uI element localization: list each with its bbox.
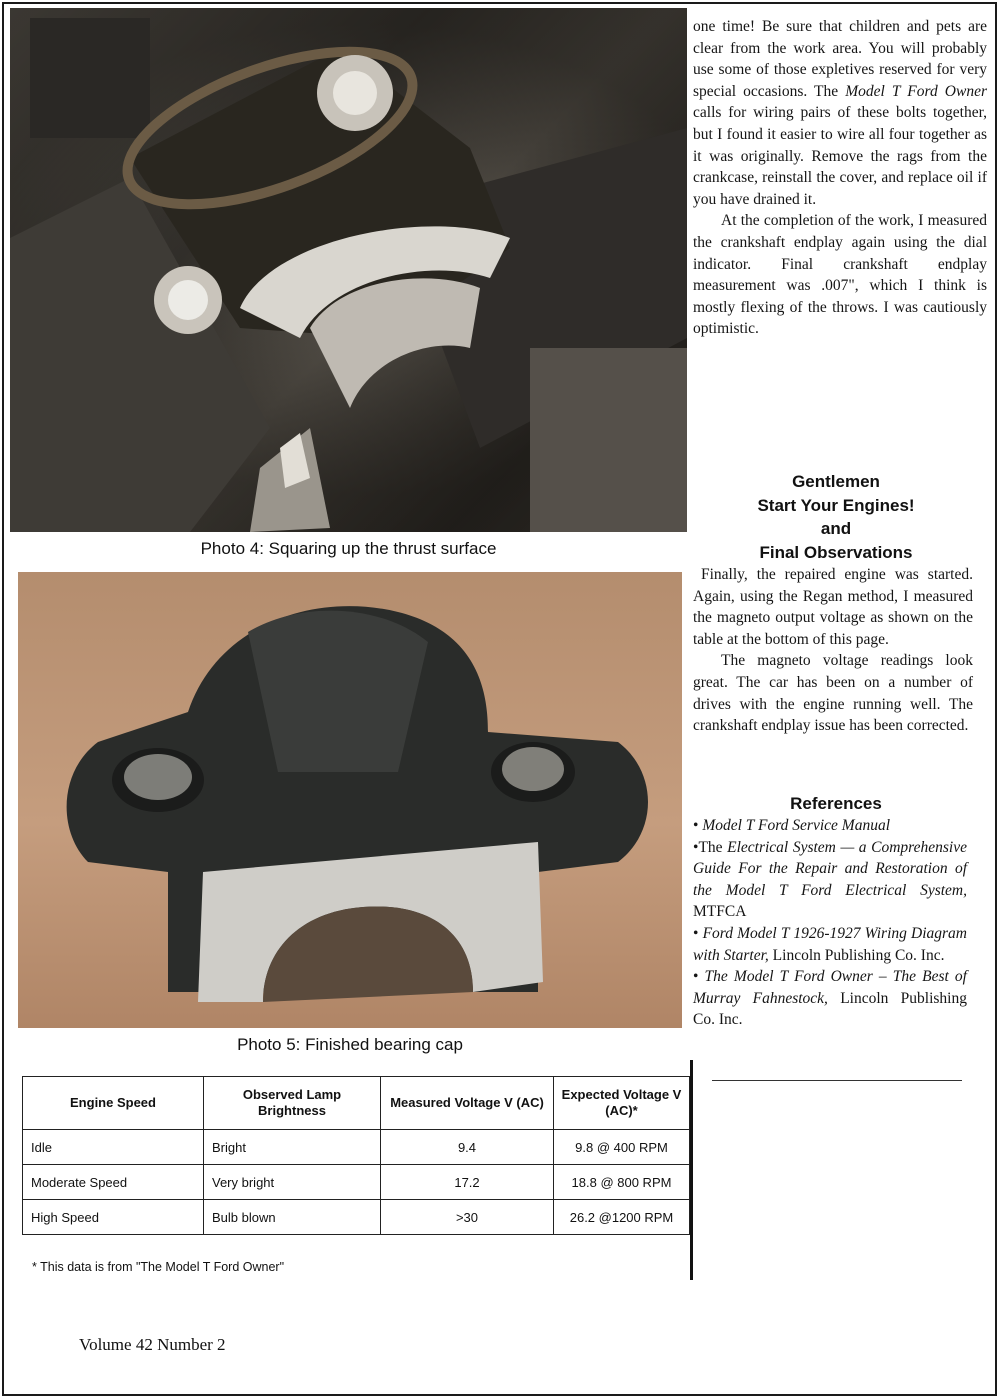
heading-references: References: [790, 794, 882, 813]
paragraph-readings: The magneto voltage readings look great. The car has been on a number of drives with the engine running well. The crankshaft endplay issue has been corrected.: [693, 652, 973, 735]
article-text-observations: [693, 564, 973, 737]
divider-rule: [712, 1080, 962, 1081]
volume-number: Volume 42 Number 2: [79, 1335, 226, 1354]
paragraph-safety: one time! Be sure that children and pets are clear from the work area. You will probably use some of those expletives reserved for very special occasions. The Model T Ford Owner calls for wiring pairs of these bolts together, but I found it easier to wire all four together as it was originally. Remove the rags from the crankcase, reinstall the cover, and replace oil if you have drained it.: [693, 18, 987, 208]
crankshaft-lathe-photo-icon: [10, 8, 687, 532]
table-footnote: * This data is from "The Model T Ford Owner": [32, 1260, 285, 1274]
cell-measured-voltage: 9.4: [381, 1130, 554, 1165]
reference-item: •The Electrical System — a Comprehensive Guide For the Repair and Restoration of the Model T Ford Electrical System, MTFCA: [693, 838, 967, 921]
bearing-cap-photo-icon: [18, 572, 682, 1028]
table-row: [23, 1165, 690, 1200]
divider-vertical: [690, 1060, 693, 1280]
header-expected-voltage: Expected Voltage V (AC)*: [554, 1077, 690, 1130]
cell-lamp-brightness: Bulb blown: [204, 1200, 381, 1235]
photo-squaring-thrust-surface: [10, 8, 687, 532]
photo-4-caption: Photo 4: Squaring up the thrust surface: [200, 539, 497, 558]
photo-finished-bearing-cap: [18, 572, 682, 1028]
cell-expected-voltage: 9.8 @ 400 RPM: [554, 1130, 690, 1165]
reference-item: • Model T Ford Service Manual: [693, 817, 891, 834]
cell-measured-voltage: 17.2: [381, 1165, 554, 1200]
heading-final-observations: Gentlemen Start Your Engines! and Final Observations: [757, 472, 915, 562]
table-row: [23, 1200, 690, 1235]
paragraph-endplay: At the completion of the work, I measured the crankshaft endplay again using the dial indicator. Final crankshaft endplay measurement was .007", which I think is mostly flexing of the throws. I was cautiously optimistic.: [693, 212, 987, 338]
magneto-voltage-table: [22, 1076, 690, 1235]
cell-lamp-brightness: Very bright: [204, 1165, 381, 1200]
cell-expected-voltage: 26.2 @1200 RPM: [554, 1200, 690, 1235]
table-row: [23, 1130, 690, 1165]
paragraph-magneto: Finally, the repaired engine was started. Again, using the Regan method, I measured the magneto output voltage as shown on the table at the bottom of this page.: [693, 566, 973, 648]
photo-5-caption: Photo 5: Finished bearing cap: [237, 1035, 463, 1054]
header-measured-voltage: Measured Voltage V (AC): [381, 1077, 554, 1130]
cell-engine-speed: High Speed: [23, 1200, 204, 1235]
cell-measured-voltage: >30: [381, 1200, 554, 1235]
reference-item: • Ford Model T 1926-1927 Wiring Diagram with Starter, Lincoln Publishing Co. Inc.: [693, 924, 967, 964]
header-lamp-brightness: Observed Lamp Brightness: [204, 1077, 381, 1130]
header-engine-speed: Engine Speed: [23, 1077, 204, 1130]
references-list: [693, 815, 967, 1031]
table-header-row: [23, 1077, 690, 1130]
cell-expected-voltage: 18.8 @ 800 RPM: [554, 1165, 690, 1200]
reference-item: • The Model T Ford Owner – The Best of Murray Fahnestock, Lincoln Publishing Co. Inc.: [693, 968, 967, 1029]
article-text-top: [693, 16, 987, 340]
cell-engine-speed: Moderate Speed: [23, 1165, 204, 1200]
cell-engine-speed: Idle: [23, 1130, 204, 1165]
cell-lamp-brightness: Bright: [204, 1130, 381, 1165]
